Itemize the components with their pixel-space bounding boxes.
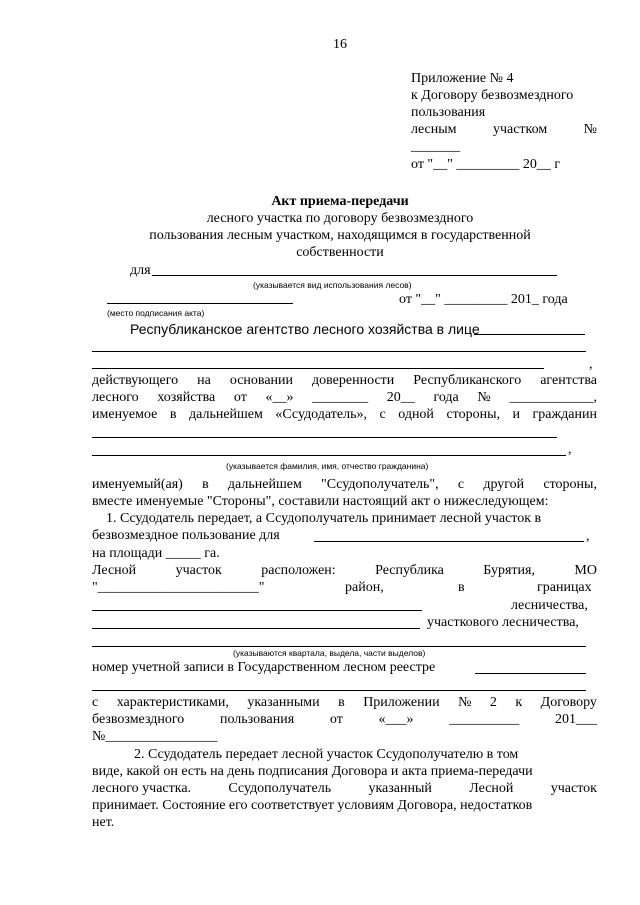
- word: от: [329, 712, 343, 727]
- appendix-line6: от "__" _________ 20__ г: [411, 157, 561, 172]
- item1-line3: на площади _____ га.: [92, 546, 220, 561]
- word: 201___: [554, 712, 597, 727]
- word: указанными: [247, 695, 320, 710]
- item1-line5-b: район,: [345, 580, 384, 595]
- word: 20__: [386, 390, 415, 405]
- word: от: [233, 390, 247, 405]
- item2-line4: принимает. Состояние его соответствует условиям Договора, недостатков: [92, 798, 533, 813]
- word: основании: [229, 373, 294, 388]
- district-blank-line: [92, 628, 420, 629]
- comma-1: ,: [589, 357, 593, 372]
- word: участок: [175, 563, 222, 578]
- agency-line: Республиканское агентство лесного хозяйства в лице: [130, 321, 480, 337]
- comma-2: ,: [568, 442, 572, 457]
- item2-line5: нет.: [92, 815, 115, 830]
- word: характеристиками,: [116, 695, 229, 710]
- word: расположен:: [261, 563, 336, 578]
- word: одной: [398, 407, 434, 422]
- item2-line2: виде, какой он есть на день подписания Договора и акта приема-передачи: [92, 764, 533, 779]
- word: стороны,: [446, 407, 500, 422]
- item2-line3: [92, 780, 597, 798]
- para3-line2: [92, 711, 597, 729]
- word: Республика: [375, 563, 444, 578]
- word: хозяйства: [157, 390, 216, 405]
- word: на: [197, 373, 211, 388]
- word: лесного участка.: [92, 781, 192, 796]
- registry-blank-line: [475, 673, 586, 674]
- word: Лесной: [469, 781, 514, 796]
- registry-line: номер учетной записи в Государственном лесном реестре: [92, 660, 436, 675]
- word: №: [477, 390, 491, 405]
- para2-line2: вместе именуемые "Стороны", составили настоящий акт о нижеследующем:: [92, 494, 549, 509]
- appendix-line1: Приложение № 4: [411, 71, 514, 86]
- hint-use: (указывается вид использования лесов): [253, 280, 412, 290]
- agency-blank-line: [474, 334, 585, 335]
- blank-line-1: [92, 351, 586, 352]
- item2-line1: 2. Ссудодатель передает лесной участок Ссудополучателю в том: [134, 747, 519, 762]
- word: Ссудополучатель: [228, 781, 332, 796]
- word: дальнейшем: [189, 407, 263, 422]
- word: действующего: [92, 373, 179, 388]
- place-blank-line: [107, 303, 293, 304]
- word: в: [169, 407, 177, 422]
- item1-line6: лесничества,: [511, 598, 588, 613]
- word: другой: [483, 477, 525, 492]
- word: стороны,: [543, 477, 597, 492]
- title-line3: пользования лесным участком, находящимся в государственной: [149, 228, 531, 243]
- word: "Ссудополучатель",: [321, 477, 439, 492]
- word: Бурятия,: [483, 563, 535, 578]
- word: №: [458, 695, 472, 710]
- word: Лесной: [92, 563, 137, 578]
- appendix-line2: к Договору безвозмездного: [411, 88, 574, 103]
- hint-fio: (указывается фамилия, имя, отчество гражданина): [226, 461, 429, 471]
- item1-line4: [92, 562, 597, 580]
- use-blank-line: [152, 275, 557, 276]
- purpose-blank-line: [314, 541, 584, 542]
- word: гражданин: [532, 407, 597, 422]
- item1-line2: безвозмездное пользование для: [92, 528, 280, 543]
- forestry-blank-line: [92, 610, 422, 611]
- for-prefix: для: [130, 263, 151, 278]
- item1-line5-a: "_______________________": [92, 580, 265, 595]
- word: Приложении: [363, 695, 440, 710]
- word: 2: [489, 695, 497, 710]
- word: в: [202, 477, 209, 492]
- word: ____________,: [509, 390, 597, 405]
- item1-line7: участкового лесничества,: [427, 615, 579, 630]
- para1-line2: [92, 389, 597, 407]
- para1-line1: [92, 372, 597, 390]
- comma-3: ,: [586, 529, 590, 544]
- word: к: [515, 695, 523, 710]
- blank-line-2: [92, 368, 544, 369]
- quarters-blank-line: [92, 646, 586, 647]
- word: именуемое: [92, 407, 158, 422]
- page-number: 16: [333, 37, 347, 52]
- item1-line5-d: границах: [537, 580, 592, 595]
- item1-line1: 1. Ссудодатель передает, а Ссудополучатель принимает лесной участок в: [106, 511, 542, 526]
- word: МО: [574, 563, 597, 578]
- hint-place: (место подписания акта): [107, 308, 205, 318]
- word: участок: [550, 781, 597, 796]
- word: именуемый(ая): [92, 477, 183, 492]
- para2-line1: [92, 476, 597, 494]
- item1-line5-c: в: [458, 580, 465, 595]
- word: указанный: [368, 781, 432, 796]
- fio-blank-line-2: [92, 455, 566, 456]
- word: дальнейшем: [227, 477, 302, 492]
- word: пользования: [219, 712, 295, 727]
- appendix-line4: [411, 121, 597, 139]
- word: безвозмездного: [92, 712, 185, 727]
- appendix-line4-b: участком: [492, 122, 548, 137]
- word: с: [457, 477, 465, 492]
- para3-line1: [92, 694, 597, 712]
- word: в: [338, 695, 345, 710]
- title-line4: собственности: [296, 245, 384, 260]
- appendix-line3: пользования: [411, 105, 486, 120]
- word: «Ссудодатель»,: [275, 407, 367, 422]
- fio-blank-line-1: [92, 437, 557, 438]
- word: года: [433, 390, 459, 405]
- appendix-line4-a: лесным: [411, 122, 457, 137]
- para3-line3: №________________: [92, 729, 218, 744]
- hint-quarters: (указываются квартала, выдела, части выделов): [233, 648, 426, 658]
- word: с: [379, 407, 386, 422]
- word: с: [92, 695, 99, 710]
- word: «__»: [265, 390, 294, 405]
- word: Республиканского: [413, 373, 522, 388]
- word: __________: [449, 712, 520, 727]
- word: и: [512, 407, 521, 422]
- para1-line3: [92, 406, 597, 424]
- word: ________: [312, 390, 369, 405]
- title-bold: Акт приема-передачи: [271, 194, 409, 209]
- appendix-line5: _______: [411, 139, 460, 154]
- word: Договору: [540, 695, 597, 710]
- date-right: от "__" _________ 201_ года: [399, 292, 568, 307]
- word: «___»: [378, 712, 414, 727]
- word: лесного: [92, 390, 139, 405]
- title-line2: лесного участка по договору безвозмездного: [206, 211, 474, 226]
- word: агентства: [540, 373, 597, 388]
- registry-blank-line-2: [92, 690, 586, 691]
- word: доверенности: [312, 373, 395, 388]
- appendix-line4-c: №: [583, 122, 597, 137]
